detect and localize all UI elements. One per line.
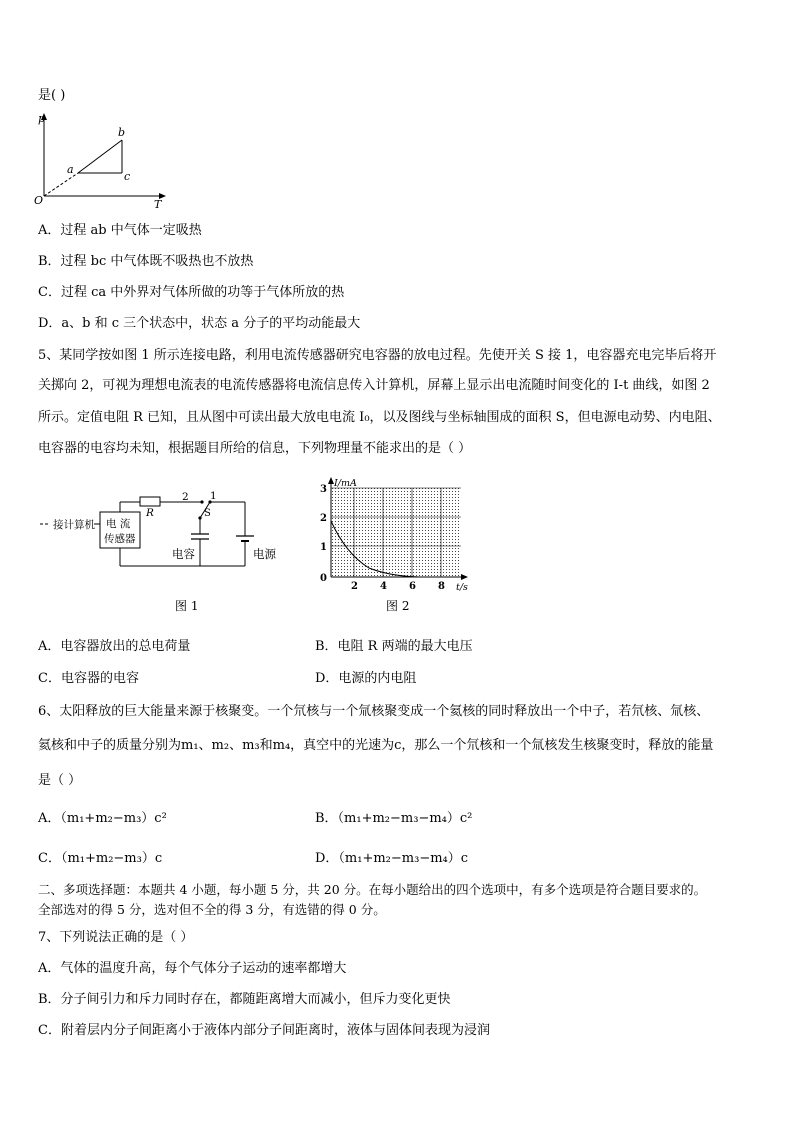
- q7-stem: 7、下列说法正确的是（ ）: [38, 930, 194, 945]
- fig2-ytick-2: 2: [320, 513, 327, 524]
- q5-option-b: B．电阻 R 两端的最大电压: [315, 639, 473, 654]
- q5-line-3: 所示。定值电阻 R 已知，且从图中可读出最大放电电流 I₀，以及图线与坐标轴围成的面积 S，但电源电动势、内电阻、: [38, 410, 721, 425]
- fig1-sensor-label-2: 传感器: [104, 533, 136, 545]
- fig1-computer-label: 接计算机: [53, 519, 95, 531]
- q6-line-1: 6、太阳释放的巨大能量来源于核聚变。一个氘核与一个氚核聚变成一个氦核的同时释放出一个中子，若氘核、氚核、: [38, 704, 710, 719]
- q4-option-a: A．过程 ab 中气体一定吸热: [38, 223, 202, 238]
- fig2-xtick-6: 6: [409, 581, 416, 592]
- fig1-capacitor-label: 电容: [172, 547, 195, 561]
- fig1-node-1: 1: [210, 490, 217, 502]
- fig1-sensor-label-1: 电 流: [106, 518, 131, 530]
- graph-b-label: b: [118, 126, 126, 139]
- q5-line-2: 关掷向 2，可视为理想电流表的电流传感器将电流信息传入计算机，屏幕上显示出电流随时间变化的 I-t 曲线，如图 2: [38, 378, 710, 393]
- fig2-caption: 图 2: [386, 599, 410, 613]
- q5-option-c: C．电容器的电容: [38, 671, 139, 686]
- graph-a-label: a: [67, 163, 74, 176]
- q6-line-3: 是（ ）: [38, 773, 82, 788]
- q5-figure-2-graph: [314, 476, 474, 596]
- fig2-xtick-2: 2: [351, 581, 358, 592]
- q6-option-b: B．（m₁+m₂−m₃−m₄）c²: [315, 811, 473, 826]
- q4-stem-tail: 是( ): [38, 88, 66, 103]
- q4-option-b: B．过程 bc 中气体既不吸热也不放热: [38, 254, 254, 269]
- q7-option-b: B．分子间引力和斥力同时存在，都随距离增大而减小，但斥力变化更快: [38, 992, 451, 1007]
- q4-option-c: C．过程 ca 中外界对气体所做的功等于气体所放的热: [38, 285, 345, 300]
- fig1-R-label: R: [146, 507, 154, 519]
- graph-c-label: c: [124, 170, 131, 183]
- fig2-xlabel: t/s: [456, 582, 468, 593]
- q6-line-2: 氦核和中子的质量分别为m₁、m₂、m₃和m₄，真空中的光速为c，那么一个氘核和一个氚核发生核聚变时，释放的能量: [38, 738, 714, 753]
- q4-pt-graph: [30, 110, 170, 210]
- q5-line-4: 电容器的电容均未知，根据题目所给的信息，下列物理量不能求出的是（ ）: [38, 441, 472, 456]
- section-2-heading-line-2: 全部选对的得 5 分，选对但不全的得 3 分，有选错的得 0 分。: [38, 902, 386, 917]
- fig2-xtick-4: 4: [380, 581, 387, 592]
- q6-option-c: C．（m₁+m₂−m₃）c: [38, 851, 163, 866]
- q5-figure-1-circuit: [40, 488, 290, 608]
- fig1-node-2: 2: [182, 491, 189, 503]
- q5-option-d: D．电源的内电阻: [315, 671, 417, 686]
- fig2-ytick-0: 0: [320, 573, 327, 584]
- fig1-source-label: 电源: [253, 547, 276, 561]
- fig1-S-label: S: [204, 508, 211, 519]
- graph-p-label: p: [38, 112, 46, 125]
- graph-O-label: O: [34, 194, 44, 207]
- fig1-caption: 图 1: [175, 599, 199, 613]
- q5-line-1: 5、某同学按如图 1 所示连接电路，利用电流传感器研究电容器的放电过程。先使开关 S 接 1，电容器充电完毕后将开: [38, 348, 717, 363]
- q6-option-d: D．（m₁+m₂−m₃−m₄）c: [315, 851, 469, 866]
- fig2-ytick-3: 3: [320, 484, 327, 495]
- graph-T-label: T: [154, 198, 162, 211]
- section-2-heading-line-1: 二、多项选择题：本题共 4 小题，每小题 5 分，共 20 分。在每小题给出的四个选项中，有多个选项是符合题目要求的。: [38, 882, 707, 897]
- q4-option-d: D．a、b 和 c 三个状态中，状态 a 分子的平均动能最大: [38, 316, 361, 331]
- fig2-xtick-8: 8: [438, 581, 445, 592]
- q7-option-c: C．附着层内分子间距离小于液体内部分子间距离时，液体与固体间表现为浸润: [38, 1023, 490, 1038]
- fig2-ylabel: I/mA: [334, 478, 357, 489]
- fig2-ytick-1: 1: [320, 542, 327, 553]
- q6-option-a: A．（m₁+m₂−m₃）c²: [38, 811, 167, 826]
- q7-option-a: A．气体的温度升高，每个气体分子运动的速率都增大: [38, 961, 347, 976]
- q5-option-a: A．电容器放出的总电荷量: [38, 639, 191, 654]
